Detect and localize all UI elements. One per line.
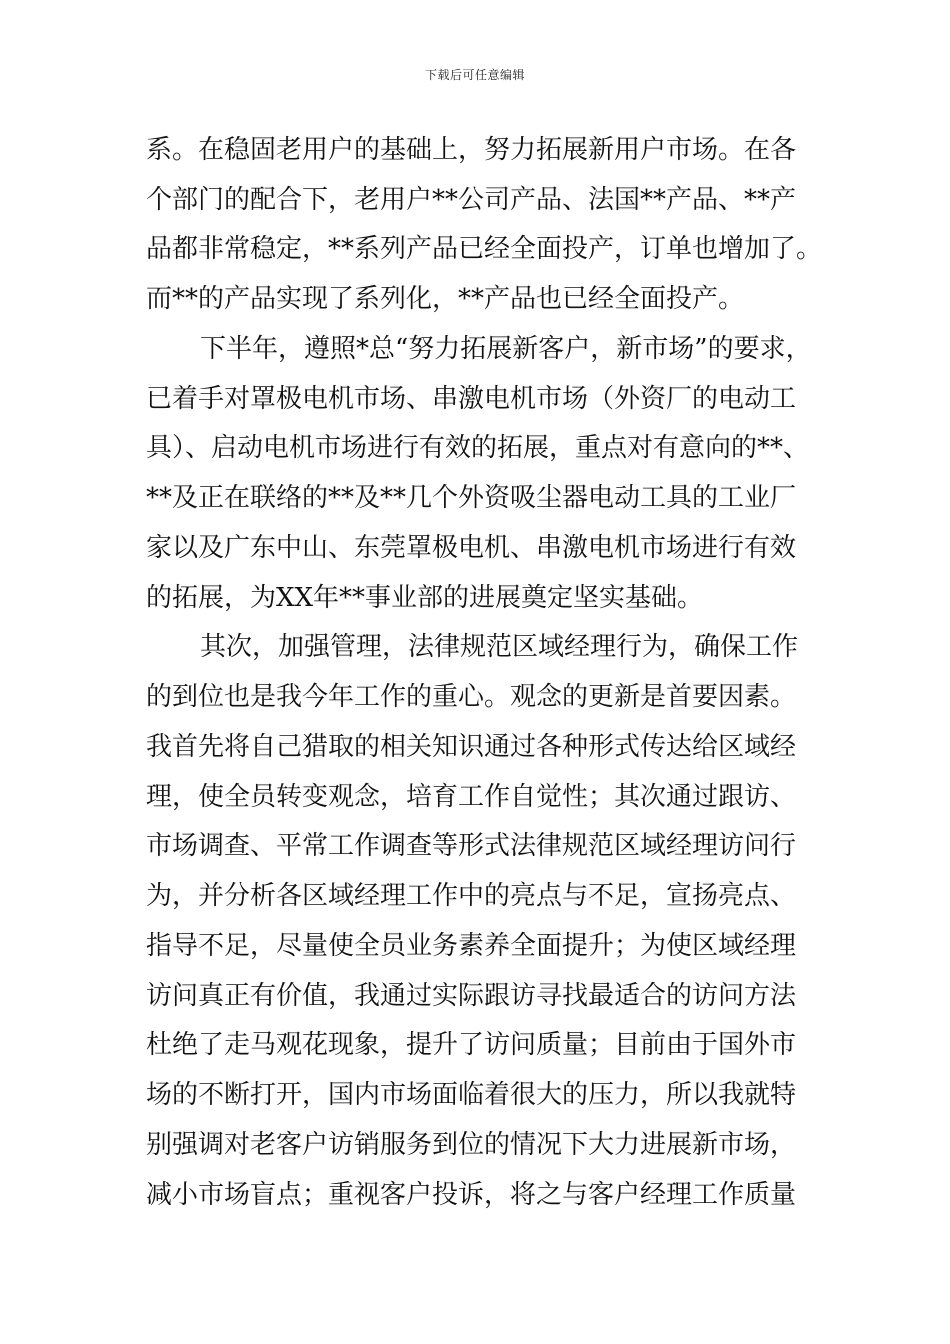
text-line: 品都非常稳定，**系列产品已经全面投产，订单也增加了。 bbox=[146, 234, 823, 264]
text-line: 的拓展，为XX年**事业部的进展奠定坚实基础。 bbox=[146, 583, 704, 613]
text-line: 别强调对老客户访销服务到位的情况下大力进展新市场， bbox=[146, 1130, 797, 1160]
text-line: 已着手对罩极电机市场、串激电机市场（外资厂的电动工 bbox=[146, 384, 797, 414]
text-line: 具）、启动电机市场进行有效的拓展，重点对有意向的**、 bbox=[146, 433, 810, 463]
text-line: 我首先将自己猎取的相关知识通过各种形式传达给区域经 bbox=[146, 732, 797, 762]
text-line: **及正在联络的**及**几个外资吸尘器电动工具的工业厂 bbox=[146, 483, 797, 513]
text-line: 个部门的配合下，老用户**公司产品、法国**产品、**产 bbox=[146, 185, 797, 215]
text-line: 系。在稳固老用户的基础上，努力拓展新用户市场。在各 bbox=[146, 135, 797, 165]
text-line: 市场调查、平常工作调查等形式法律规范区域经理访问行 bbox=[146, 831, 797, 861]
text-line: 减小市场盲点；重视客户投诉，将之与客户经理工作质量 bbox=[146, 1180, 797, 1210]
text-line: 而**的产品实现了系列化，**产品也已经全面投产。 bbox=[146, 284, 745, 314]
text-line: 的到位也是我今年工作的重心。观念的更新是首要因素。 bbox=[146, 682, 797, 712]
paragraph-first-line: 下半年，遵照*总“努力拓展新客户，新市场”的要求， bbox=[200, 334, 812, 364]
text-line: 访问真正有价值，我通过实际跟访寻找最适合的访问方法 bbox=[146, 981, 797, 1011]
text-line: 指导不足，尽量使全员业务素养全面提升；为使区域经理 bbox=[146, 931, 797, 961]
text-line: 理，使全员转变观念，培育工作自觉性；其次通过跟访、 bbox=[146, 782, 797, 812]
page-header: 下载后可任意编辑 bbox=[424, 68, 525, 82]
paragraph-first-line: 其次，加强管理，法律规范区域经理行为，确保工作 bbox=[200, 632, 799, 662]
text-line: 场的不断打开，国内市场面临着很大的压力，所以我就特 bbox=[146, 1080, 797, 1110]
text-line: 为，并分析各区域经理工作中的亮点与不足，宣扬亮点、 bbox=[146, 881, 797, 911]
text-line: 家以及广东中山、东莞罩极电机、串激电机市场进行有效 bbox=[146, 533, 797, 563]
text-line: 杜绝了走马观花现象，提升了访问质量；目前由于国外市 bbox=[146, 1030, 797, 1060]
